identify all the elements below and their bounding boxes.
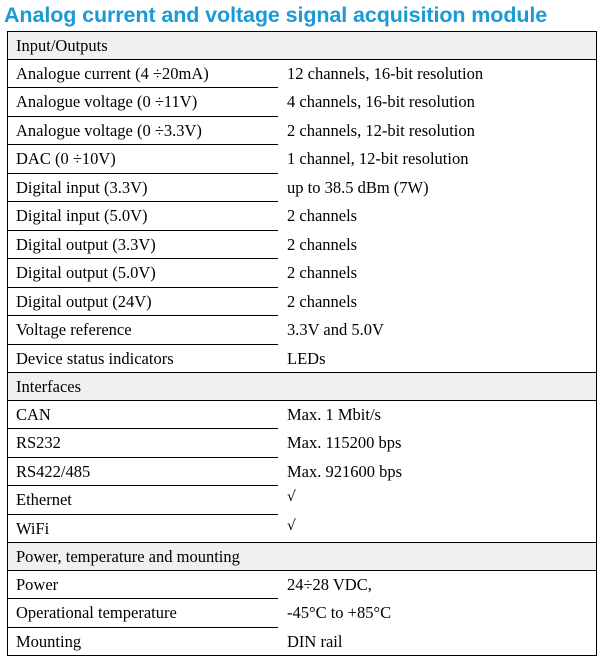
check-mark-icon: √	[287, 489, 296, 505]
table-row	[8, 599, 596, 628]
row-value: LEDs	[287, 348, 326, 368]
row-value: 2 channels	[287, 263, 358, 282]
row-value: Max. 115200 bps	[287, 433, 402, 452]
row-value: Max. 921600 bps	[287, 461, 403, 481]
row-label: Analogue voltage (0 ÷3.3V)	[8, 117, 278, 146]
row-value: 2 channels, 12-bit resolution	[287, 120, 475, 140]
table-row	[8, 628, 596, 655]
table-row	[8, 515, 596, 544]
row-label: Digital input (5.0V)	[8, 202, 278, 231]
row-label: WiFi	[16, 518, 50, 538]
row-label: Voltage reference	[8, 316, 278, 345]
table-row	[8, 60, 596, 89]
row-value: DIN rail	[287, 631, 343, 651]
row-value: 2 channels	[287, 291, 358, 311]
row-label: DAC (0 ÷10V)	[8, 145, 278, 174]
row-value: 24÷28 VDC,	[287, 574, 372, 594]
row-label: Analogue current (4 ÷20mA)	[8, 60, 278, 89]
row-label: Digital output (3.3V)	[8, 231, 278, 260]
row-label: Digital output (24V)	[8, 288, 278, 317]
table-row	[8, 145, 596, 174]
table-row	[8, 571, 596, 600]
page-title: Analog current and voltage signal acquisition module	[4, 3, 548, 27]
table-row	[8, 429, 596, 458]
row-value: -45°C to +85°C	[287, 603, 392, 622]
table-row	[8, 401, 596, 430]
row-value: 2 channels	[287, 234, 358, 254]
section-header-input-outputs: Input/Outputs	[8, 32, 596, 60]
table-row	[8, 345, 596, 374]
row-label: Ethernet	[8, 486, 278, 515]
table-row	[8, 202, 596, 231]
row-value: Max. 1 Mbit/s	[287, 404, 381, 424]
table-row	[8, 259, 596, 288]
table-row	[8, 174, 596, 203]
row-value: 12 channels, 16-bit resolution	[287, 63, 484, 83]
section-header-interfaces: Interfaces	[8, 373, 596, 401]
row-label: CAN	[8, 401, 278, 430]
check-mark-icon: √	[287, 517, 296, 534]
row-value: 1 channel, 12-bit resolution	[287, 149, 469, 168]
table-row	[8, 458, 596, 487]
table-row	[8, 231, 596, 260]
row-label: Digital output (5.0V)	[8, 259, 278, 288]
table-row	[8, 316, 596, 345]
table-row	[8, 288, 596, 317]
row-label: Device status indicators	[16, 348, 174, 368]
table-row	[8, 486, 596, 515]
section-header-power: Power, temperature and mounting	[8, 543, 596, 571]
row-label: Analogue voltage (0 ÷11V)	[8, 88, 278, 117]
row-value: 3.3V and 5.0V	[287, 320, 384, 339]
row-value: 2 channels	[287, 206, 358, 225]
row-value: 4 channels, 16-bit resolution	[287, 92, 475, 111]
table-row	[8, 117, 596, 146]
row-label: Operational temperature	[8, 599, 278, 628]
row-label: Power	[8, 571, 278, 600]
row-label: RS232	[8, 429, 278, 458]
spec-table	[7, 31, 597, 656]
table-row	[8, 88, 596, 117]
row-label: Digital input (3.3V)	[8, 174, 278, 203]
row-label: Mounting	[16, 631, 82, 651]
row-label: RS422/485	[8, 458, 278, 487]
row-value: up to 38.5 dBm (7W)	[287, 177, 429, 197]
